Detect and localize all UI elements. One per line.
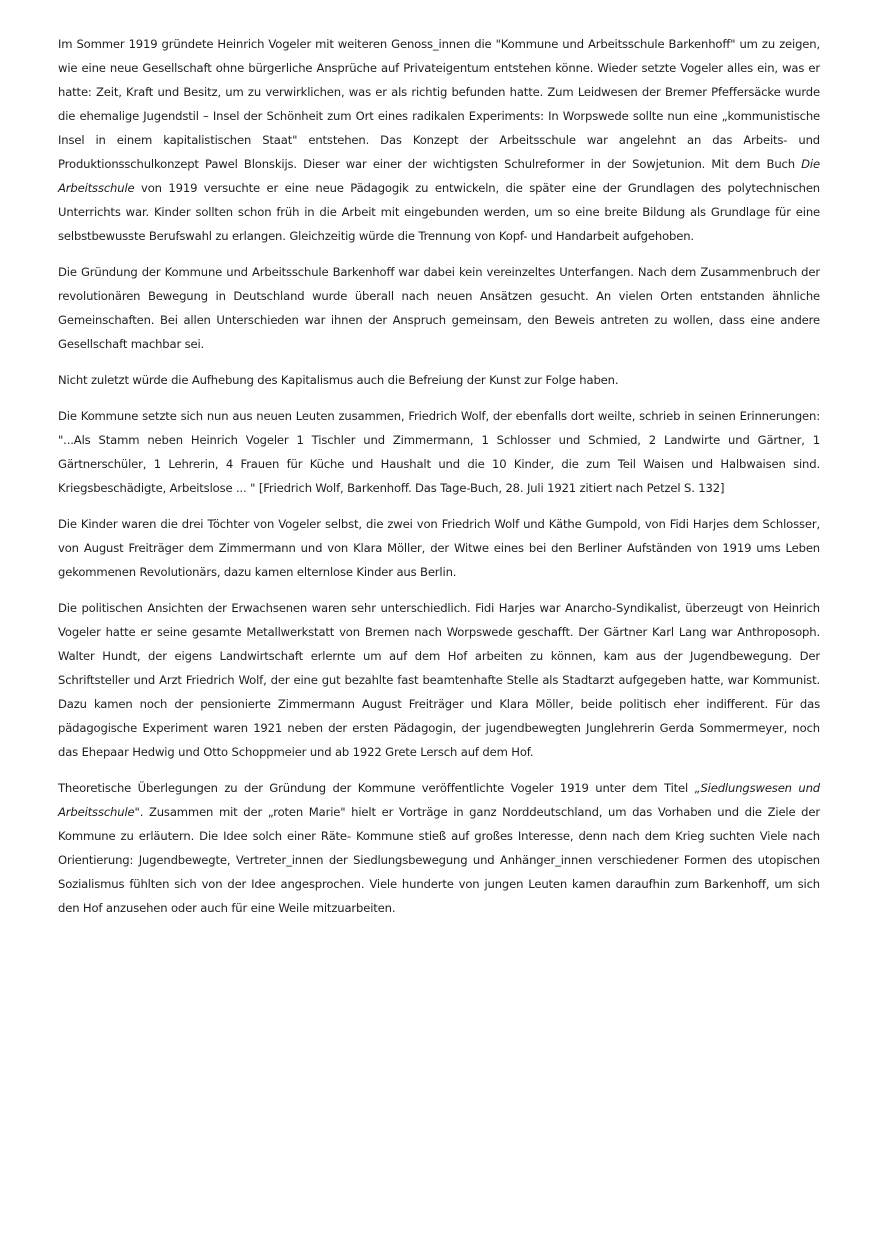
paragraph-4 — [58, 404, 820, 500]
text-run: Theoretische Überlegungen zu der Gründung der Kommune veröffentlichte Vogeler 1919 unter dem Titel — [58, 781, 695, 795]
paragraph-3 — [58, 368, 820, 392]
paragraph-5 — [58, 512, 820, 584]
text-run: Nicht zuletzt würde die Aufhebung des Kapitalismus auch die Befreiung der Kunst zur Folge haben. — [58, 373, 619, 387]
text-run: Im Sommer 1919 gründete Heinrich Vogeler mit weiteren Genoss_innen die "Kommune und Arbeitsschule Barkenhoff" um zu zeigen, wie eine neue Gesellschaft ohne bürgerliche Ansprüche auf Privateigentum entstehen könne. Wieder setzte Vogeler alles ein, was er hatte: Zeit, Kraft und Besitz, um zu verwirklichen, was er als richtig befunden hatte. Zum Leidwesen der Bremer Pfeffersäcke wurde die ehemalige Jugendstil – Insel der Schönheit zum Ort eines radikalen Experiments: In Worpswede sollte nun eine „kommunistische Insel in einem kapitalistischen Staat" entstehen. Das Konzept der Arbeitsschule war angelehnt an das Arbeits- und Produktionsschulkonzept Pawel Blonskijs. Dieser war einer der wichtigsten Schulreformer in der Sowjetunion. Mit dem Buch — [58, 37, 820, 171]
document-body — [58, 32, 820, 932]
paragraph-6 — [58, 596, 820, 764]
paragraph-2 — [58, 260, 820, 356]
text-run: Die Kinder waren die drei Töchter von Vogeler selbst, die zwei von Friedrich Wolf und Käthe Gumpold, von Fidi Harjes dem Schlosser, von August Freiträger dem Zimmermann und von Klara Möller, der Witwe eines bei den Berliner Aufständen von 1919 ums Leben gekommenen Revolutionärs, dazu kamen elternlose Kinder aus Berlin. — [58, 517, 820, 579]
italic-work-title: „Siedlungswesen und Arbeitsschule" — [58, 781, 820, 819]
paragraph-7 — [58, 776, 820, 920]
paragraph-1 — [58, 32, 820, 248]
italic-book-title: Die Arbeitsschule — [58, 157, 820, 195]
text-run: . Zusammen mit der „roten Marie" hielt er Vorträge in ganz Norddeutschland, um das Vorhaben und die Ziele der Kommune zu erläutern. Die Idee solch einer Räte- Kommune stieß auf großes Interesse, denn nach dem Krieg suchten Viele nach Orientierung: Jugendbewegte, Vertreter_innen der Siedlungsbewegung und Anhänger_innen verschiedener Formen des utopischen Sozialismus fühlten sich von der Idee angesprochen. Viele hunderte von jungen Leuten kamen daraufhin zum Barkenhoff, um sich den Hof anzusehen oder auch für eine Weile mitzuarbeiten. — [58, 805, 820, 915]
text-run: Die politischen Ansichten der Erwachsenen waren sehr unterschiedlich. Fidi Harjes war Anarcho-Syndikalist, überzeugt von Heinrich Vogeler hatte er seine gesamte Metallwerkstatt von Bremen nach Worpswede geschafft. Der Gärtner Karl Lang war Anthroposoph. Walter Hundt, der eigens Landwirtschaft erlernte um auf dem Hof arbeiten zu können, kam aus der Jugendbewegung. Der Schriftsteller und Arzt Friedrich Wolf, der eine gut bezahlte fast beamtenhafte Stelle als Stadtarzt aufgegeben hatte, war Kommunist. Dazu kamen noch der pensionierte Zimmermann August Freiträger und Klara Möller, beide politisch eher indifferent. Für das pädagogische Experiment waren 1921 neben der ersten Pädagogin, der jugendbewegten Junglehrerin Gerda Sommermeyer, noch das Ehepaar Hedwig und Otto Schoppmeier und ab 1922 Grete Lersch auf dem Hof. — [58, 601, 820, 759]
text-run: von 1919 versuchte er eine neue Pädagogik zu entwickeln, die später eine der Grundlagen des polytechnischen Unterrichts war. Kinder sollten schon früh in die Arbeit mit eingebunden werden, um so eine breite Bildung als Grundlage für eine selbstbewusste Berufswahl zu erlangen. Gleichzeitig würde die Trennung von Kopf- und Handarbeit aufgehoben. — [58, 181, 820, 243]
text-run: Die Kommune setzte sich nun aus neuen Leuten zusammen, Friedrich Wolf, der ebenfalls dort weilte, schrieb in seinen Erinnerungen: "...Als Stamm neben Heinrich Vogeler 1 Tischler und Zimmermann, 1 Schlosser und Schmied, 2 Landwirte und Gärtner, 1 Gärtnerschüler, 1 Lehrerin, 4 Frauen für Küche und Haushalt und die 10 Kinder, die zum Teil Waisen und Halbwaisen sind. Kriegsbeschädigte, Arbeitslose ... " [Friedrich Wolf, Barkenhoff. Das Tage-Buch, 28. Juli 1921 zitiert nach Petzel S. 132] — [58, 409, 820, 495]
text-run: Die Gründung der Kommune und Arbeitsschule Barkenhoff war dabei kein vereinzeltes Unterfangen. Nach dem Zusammenbruch der revolutionären Bewegung in Deutschland wurde überall nach neuen Ansätzen gesucht. An vielen Orten entstanden ähnliche Gemeinschaften. Bei allen Unterschieden war ihnen der Anspruch gemeinsam, den Beweis antreten zu wollen, dass eine andere Gesellschaft machbar sei. — [58, 265, 820, 351]
